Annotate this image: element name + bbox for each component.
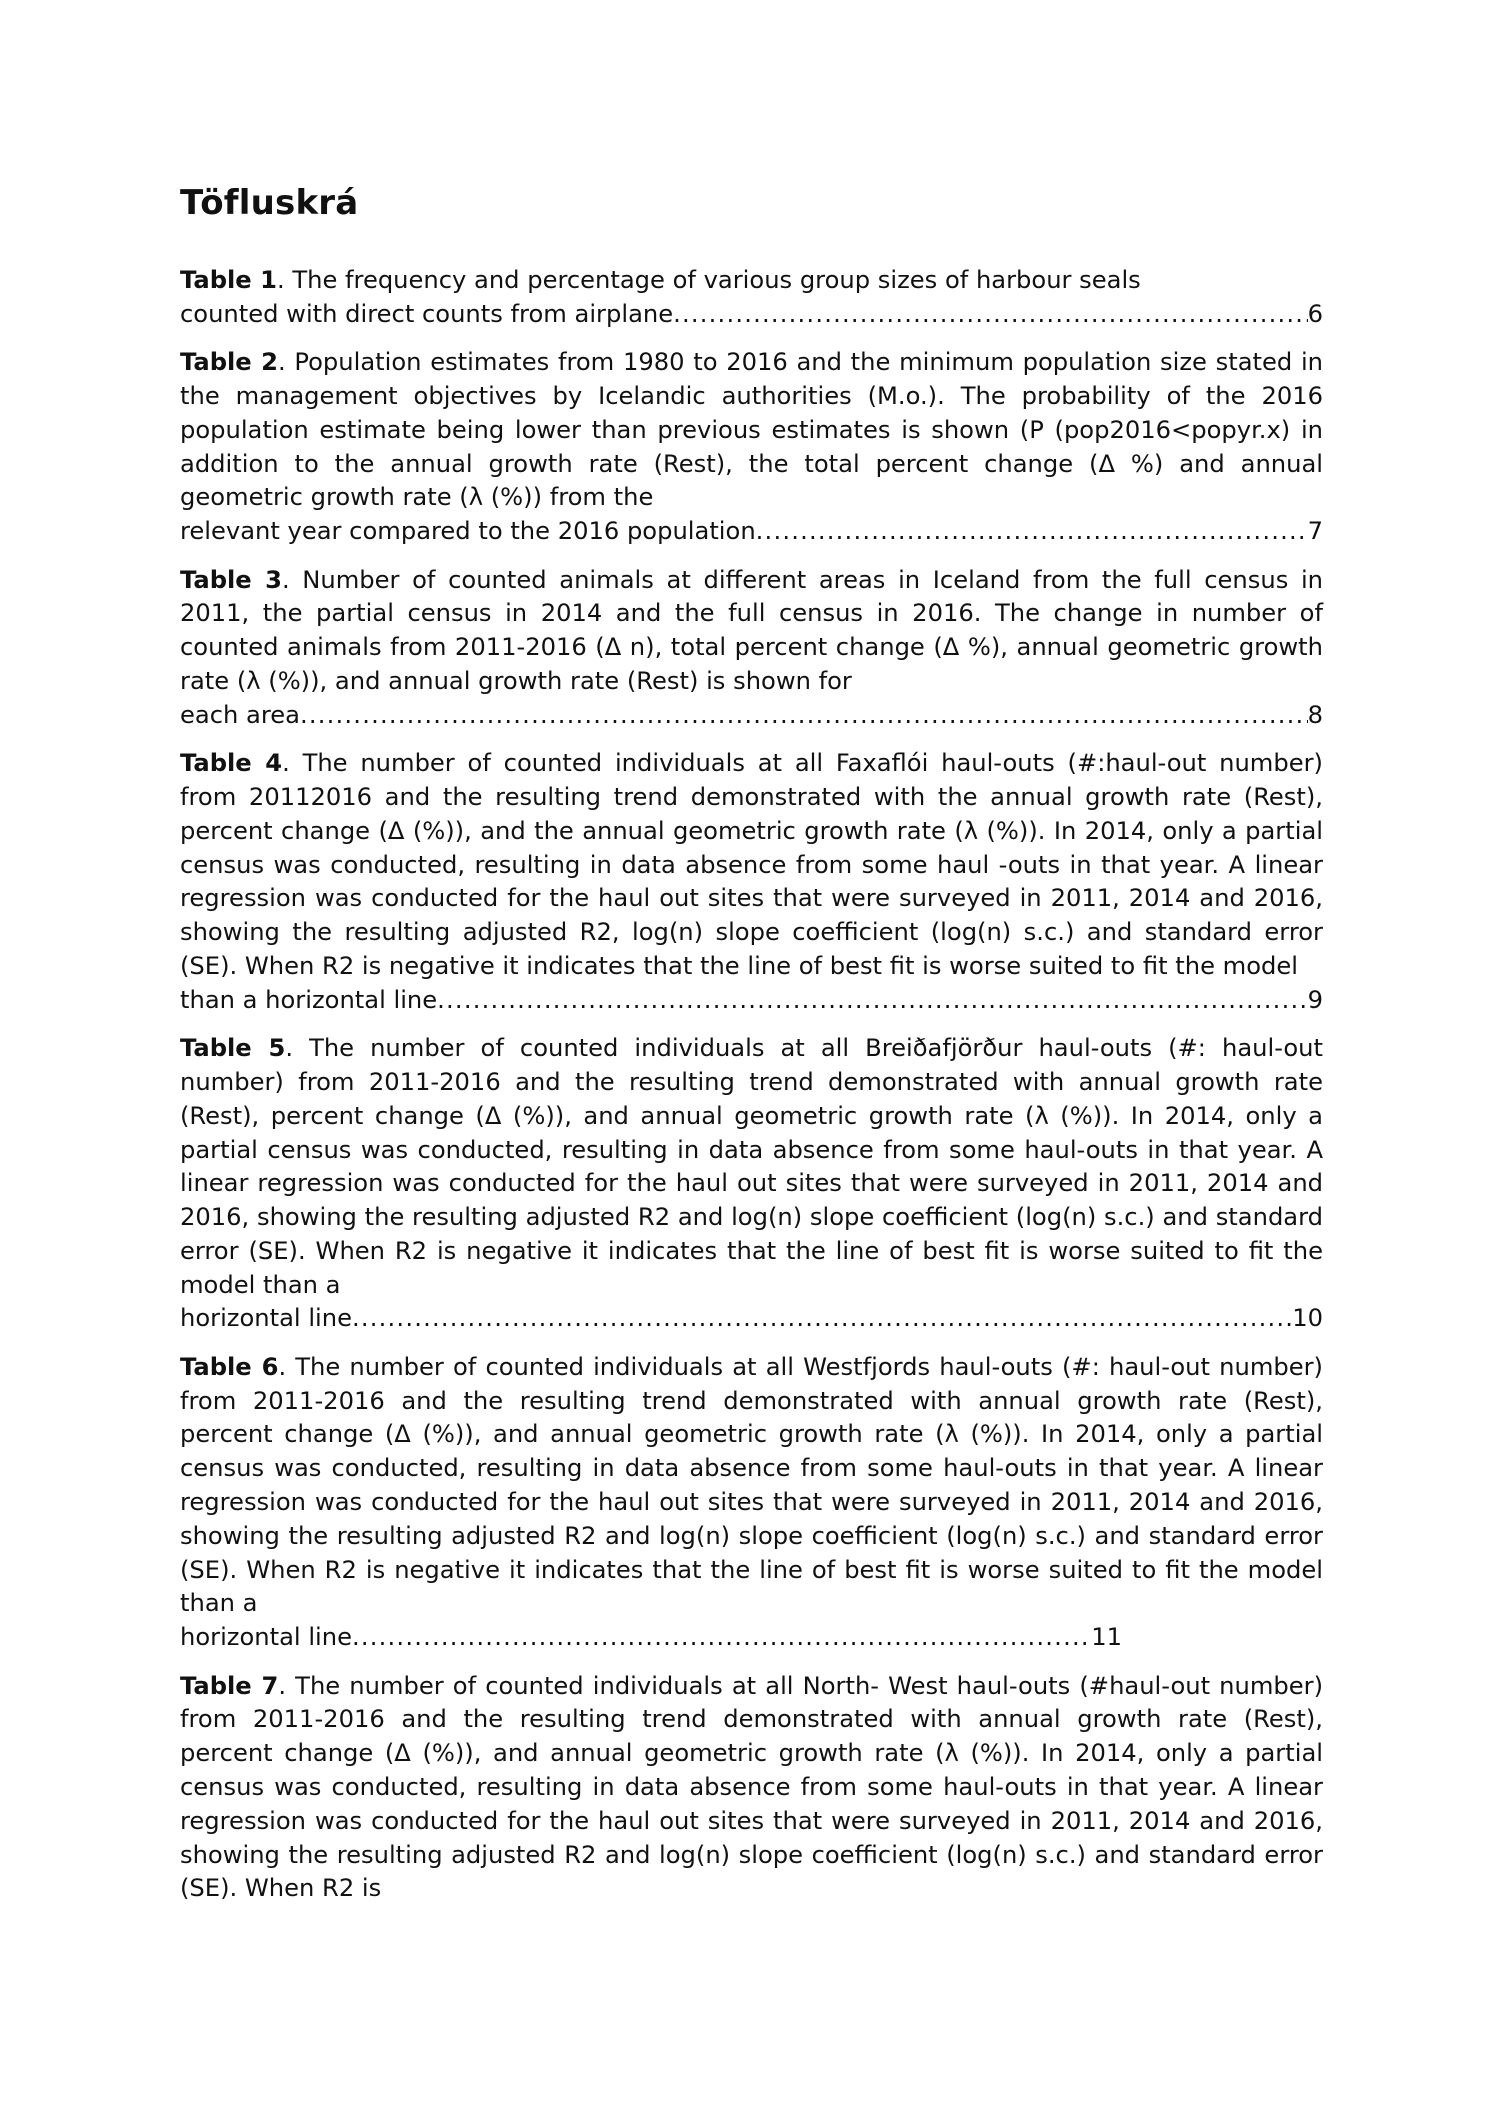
entry-caption: . The frequency and percentage of various group sizes of harbour seals (276, 266, 1141, 294)
page-number-link[interactable]: 9 (1307, 985, 1323, 1014)
dot-leader (437, 984, 1307, 1018)
entry-caption: . The number of counted individuals at all Westfjords haul-outs (#: haul-out number) from 2011-2016 and the resulting trend demonstrated with annual growth rate (Rest), percent change (Δ (%)), and annual geometric growth rate (λ (%)). In 2014, only a partial census was conducted, resulting in data absence from some haul-outs in that year. A linear regression was conducted for the haul out sites that were surveyed in 2011, 2014 and 2016, showing the resulting adjusted R2 and log(n) slope coefficient (log(n) s.c.) and standard error (SE). When R2 is negative it indicates that the line of best fit is worse suited to fit the model than a (180, 1352, 1323, 1618)
entry-label: Table 5 (180, 1034, 286, 1063)
entry-caption-tail: relevant year compared to the 2016 population (180, 517, 756, 546)
page-number-link[interactable]: 6 (1307, 299, 1323, 328)
entry-label: Table 7 (180, 1671, 279, 1700)
entry-label: Table 2 (180, 348, 278, 377)
page-number-link[interactable]: 8 (1307, 700, 1323, 729)
toc-entry-table-1[interactable] (180, 264, 1323, 332)
entry-text (180, 1670, 1323, 1907)
entry-text (180, 747, 1323, 984)
entry-caption-tail: counted with direct counts from airplane (180, 299, 674, 328)
entry-last-line (180, 984, 1323, 1018)
dot-leader (673, 298, 1308, 332)
dot-leader (300, 699, 1308, 733)
entry-label: Table 6 (180, 1352, 279, 1381)
table-of-tables-page (180, 183, 1323, 1921)
entry-last-line (180, 515, 1323, 549)
toc-entry-table-7[interactable] (180, 1670, 1323, 1907)
dot-leader (352, 1302, 1292, 1336)
page-number-link[interactable]: 10 (1292, 1304, 1323, 1333)
toc-entry-table-2[interactable] (180, 346, 1323, 549)
entry-text (180, 1351, 1323, 1621)
entry-text (180, 264, 1323, 298)
entry-caption-tail: horizontal line (180, 1623, 352, 1652)
entry-last-line (180, 1621, 1122, 1655)
entry-label: Table 1 (180, 266, 277, 294)
entry-caption: . The number of counted individuals at all North- West haul-outs (#haul-out number) from 2011-2016 and the resulting trend demonstrated with annual growth rate (Rest), percent change (Δ (%)), and annual geometric growth rate (λ (%)). In 2014, only a partial census was conducted, resulting in data absence from some haul-outs in that year. A linear regression was conducted for the haul out sites that were surveyed in 2011, 2014 and 2016, showing the resulting adjusted R2 and log(n) slope coefficient (log(n) s.c.) and standard error (SE). When R2 is (180, 1671, 1324, 1903)
toc-entry-table-6[interactable] (180, 1351, 1323, 1655)
entry-last-line (180, 1302, 1323, 1336)
entry-caption: . Population estimates from 1980 to 2016 and the minimum population size stated in the management objectives by Icelandic authorities (M.o.). The probability of the 2016 population estimate being lower than previous estimates is shown (P (pop2016<popyr.x) in addition to the annual growth rate (Rest), the total percent change (Δ %) and annual geometric growth rate (λ (%)) from the (180, 348, 1324, 512)
page-number-link[interactable]: 7 (1307, 517, 1323, 546)
entry-label: Table 3 (180, 565, 282, 594)
page-number-link[interactable]: 11 (1091, 1623, 1122, 1652)
entry-text (180, 564, 1323, 699)
entry-label: Table 4 (180, 749, 283, 778)
toc-entry-table-3[interactable] (180, 564, 1323, 733)
entry-last-line (180, 699, 1323, 733)
entry-caption: . Number of counted animals at different areas in Iceland from the full census in 2011, the partial census in 2014 and the full census in 2016. The change in number of counted animals from 2011-2016 (Δ n), total percent change (Δ %), annual geometric growth rate (λ (%)), and annual growth rate (Rest) is shown for (180, 565, 1324, 695)
toc-entry-table-5[interactable] (180, 1032, 1323, 1336)
entry-caption: . The number of counted individuals at all Breiðafjörður haul-outs (#: haul-out number) from 2011-2016 and the resulting trend demonstrated with annual growth rate (Rest), percent change (Δ (%)), and annual geometric growth rate (λ (%)). In 2014, only a partial census was conducted, resulting in data absence from some haul-outs in that year. A linear regression was conducted for the haul out sites that were surveyed in 2011, 2014 and 2016, showing the resulting adjusted R2 and log(n) slope coefficient (log(n) s.c.) and standard error (SE). When R2 is negative it indicates that the line of best fit is worse suited to fit the model than a (180, 1034, 1323, 1299)
entry-caption-tail: than a horizontal line (180, 985, 438, 1014)
entry-caption-tail: horizontal line (180, 1304, 352, 1333)
entry-text (180, 346, 1323, 515)
toc-entry-table-4[interactable] (180, 747, 1323, 1017)
entry-text (180, 1032, 1323, 1302)
dot-leader (756, 515, 1308, 549)
entry-last-line (180, 298, 1323, 332)
entry-caption-tail: each area (180, 700, 300, 729)
entry-caption: . The number of counted individuals at all Faxaflói haul-outs (#:haul-out number) from 20112016 and the resulting trend demonstrated with the annual growth rate (Rest), percent change (Δ (%)), and the annual geometric growth rate (λ (%)). In 2014, only a partial census was conducted, resulting in data absence from some haul -outs in that year. A linear regression was conducted for the haul out sites that were surveyed in 2011, 2014 and 2016, showing the resulting adjusted R2, log(n) slope coefficient (log(n) s.c.) and standard error (SE). When R2 is negative it indicates that the line of best fit is worse suited to fit the model (180, 749, 1323, 980)
dot-leader (352, 1621, 1091, 1655)
page-title: Töfluskrá (180, 183, 359, 223)
